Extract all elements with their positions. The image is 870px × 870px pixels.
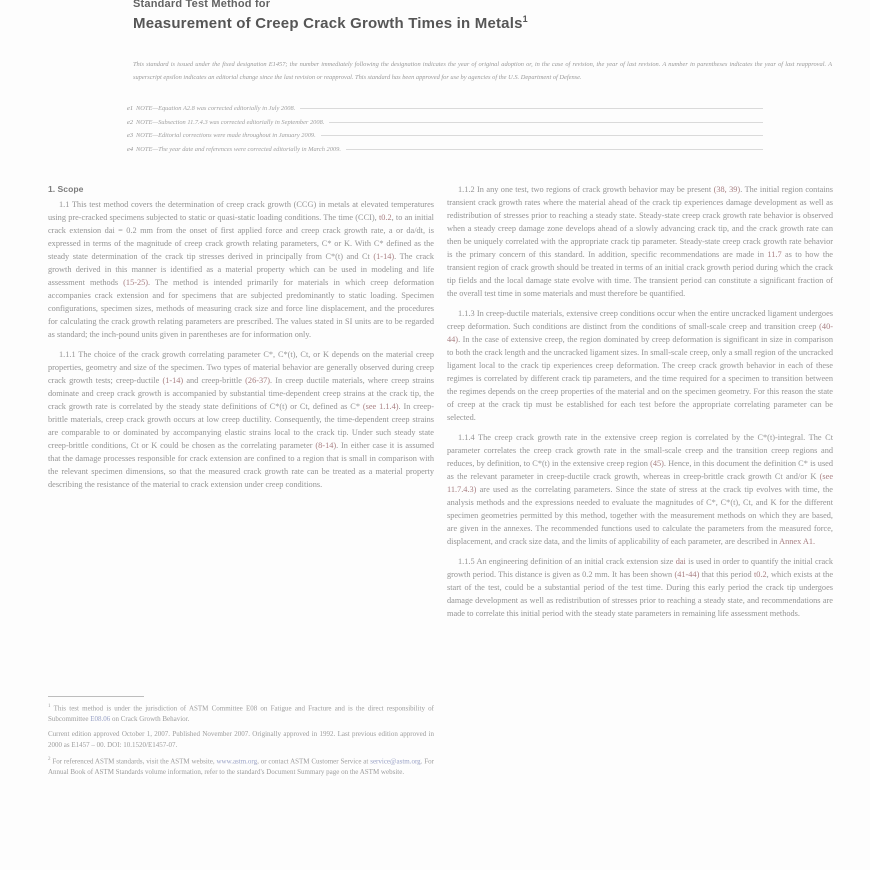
text-run: 1.1.1 The choice of the crack growth correlating parameter C*, C*(t), Ct, or K depends on the material creep properties, geometry and size of the specimen. Two types of material behavior are generally observed during creep crack growth tests; creep-ductile [48,350,434,385]
text-run: on Crack Growth Behavior. [110,715,190,724]
text-run: are used as the correlating parameters. Since the state of stress at the crack tip evolves with time, the analysis methods and the expressions needed to evaluate the magnitudes of C*, C*(t), Ct, and K for the different specimen geometries permitted by this method, together with the measurement methods on which they are based, are given in the annexes. The recommended functions used to calculate the parameters from the measured force, displacement, and crack size data, and the limits of applicability of each parameter, are described in [447,485,833,546]
cross-reference-link[interactable]: E08.06 [90,715,111,724]
cross-reference-link[interactable]: (1-14) [373,252,395,261]
text-run: 2 [48,756,51,762]
editorial-note-text: NOTE—Subsection 11.7.4.3 was corrected editorially in September 2008. [136,118,325,126]
paragraph-1-1-2 [447,183,833,300]
text-run: , to an initial crack extension dai = 0.2 mm from the onset of first applied force and creep crack growth rate, a or da/dt, is expressed in terms of the magnitude of creep crack growth relating parameters, C* or K. With C* defined as the steady state determination of the crack tip stresses derived in principally from C*(t) and Ct [48,213,434,261]
footnote-separator-rule [48,696,144,697]
paragraph-1-1-3 [447,307,833,424]
title-footnote-marker[interactable]: 1 [522,14,528,24]
paragraph-1-1-5 [447,555,833,620]
hairline-rule [321,135,763,136]
cross-reference-link[interactable]: (26-37) [245,376,271,385]
text-run: 1.1 This test method covers the determination of creep crack growth (CCG) in metals at elevated temperatures using pre-cracked specimens subjected to static or quasi-static loading conditions. The time (CCI), [48,200,434,222]
editorial-note-label: e4 [127,145,134,153]
text-run: 1 [48,704,51,709]
text-run: . For Annual Book of ASTM Standards volume information, refer to the standard's Document Summary page on the ASTM website. [48,756,434,776]
text-run: . In creep-brittle materials, creep crack growth occurs at low creep ductility. Consequently, the time-dependent creep strains are comparable to or dominated by accompanying elastic strains local to the crack tip. Under such steady state creep-brittle conditions, Ct or K could be chosen as the correlating parameter [48,402,434,450]
cross-reference-link[interactable]: (15-25) [123,278,149,287]
text-run: For referenced ASTM standards, visit the ASTM website, [50,756,217,765]
text-run: , or contact ASTM Customer Service at [257,756,371,765]
text-run: . In either case it is assumed that the damage processes responsible for crack extension are confined to a region that is small in comparison with the relevant specimen dimensions, so that the measured crack growth rate can be treated as a material property describing the resistance of the material to crack extension under creep conditions. [48,441,434,489]
text-run: . The crack growth derived in this manner is identified as a material property which can be used in modeling and life assessment methods [48,252,434,287]
cross-reference-link[interactable]: www.astm.org [216,756,258,765]
footnote-current-edition [48,729,434,751]
cross-reference-link[interactable]: t0.2 [753,570,767,579]
text-run: . Hence, in this document the definition C* is used as the relevant parameter in creep-ductile crack growth, whereas in creep-brittle crack growth Ct and/or K [447,459,834,481]
fixed-designation-note: This standard is issued under the fixed designation E1457; the number immediately following the designation indicates the year of original adoption or, in the case of revision, the year of last revision. A number in parentheses indicates the year of last reapproval. A superscript epsilon indicates an editorial change since the last revision or reapproval. This standard has been approved for use by agencies of the U.S. Department of Defense. [133,61,832,81]
text-run: This test method is under the jurisdiction of ASTM Committee E08 on Fatigue and Fracture and is the direct responsibility of Subcommittee [48,704,434,724]
editorial-note-text: NOTE—Editorial corrections were made throughout in January 2009. [136,132,316,140]
cross-reference-link[interactable]: Annex A1. [779,537,816,546]
hairline-rule [300,108,763,109]
text-run: and creep-brittle [183,376,246,385]
text-run: that this period [699,570,754,579]
standard-title [133,14,528,32]
text-run: is used in order to quantify the initial crack growth period. This distance is given as 0.2 mm. It has been shown [447,557,833,579]
editorial-note-text: NOTE—The year date and references were corrected editorially in March 2009. [136,145,341,153]
text-run: . In the case of extensive creep, the region dominated by creep deformation is significant in size in comparison to both the crack length and the uncracked ligament sizes. In small-scale creep, only a small region of the uncracked ligament local to the crack tip experiences creep deformation. The creep crack growth behavior in each of these regimes is correlated by different crack tip parameters, and the time required for a specimen to transition between the regimes depends on the creep properties of the material and on the specimen geometry. For this reason the state of creep at the crack tip must be established for each test before the appropriate correlating parameter can be selected. [447,335,833,422]
editorial-note-label: e2 [127,118,134,126]
cross-reference-link[interactable]: (8-14) [315,441,337,450]
text-run: . The initial region contains transient crack growth rates where the material ahead of the crack tip experiences damage development as well as redistribution of stresses prior to reaching a steady state. Steady-state creep crack growth rate behavior is observed when a steady creep damage zone develops ahead of a slowly advancing crack tip, and the crack growth rate can then be uniquely correlated with the appropriate crack tip parameter. Steady-state creep crack growth rate behavior is the primary concern of this standard. In addition, specific recommendations are made in [447,185,833,259]
footnote-block [48,696,434,781]
text-run: Current edition approved October 1, 2007. Published November 2007. Originally approved in 1992. Last previous edition approved in 2000 as E1457 – 00. DOI: 10.1520/E1457-07. [48,729,434,749]
hairline-rule [329,122,763,123]
paragraph-1-1-4 [447,431,833,548]
editorial-notes-block [127,102,763,156]
body-column-right [447,183,833,627]
text-run: 1.1.3 In creep-ductile materials, extensive creep conditions occur when the entire uncracked ligament undergoes creep deformation. Such conditions are distinct from the conditions of small-scale creep and transition creep [447,309,833,331]
cross-reference-link[interactable]: (see 1.1.4) [362,402,399,411]
cross-reference-link[interactable]: (41-44) [674,570,700,579]
editorial-note-label: e1 [127,105,134,113]
editorial-note-text: NOTE—Equation A2.8 was corrected editorially in July 2008. [136,105,296,113]
text-run: 1.1.2 In any one test, two regions of crack growth behavior may be present [458,185,714,194]
cross-reference-link[interactable]: (1-14) [162,376,184,385]
text-run: . In creep ductile materials, where creep strains dominate and creep crack growth is accompanied by substantial time-dependent creep strains at the crack tip, the crack growth rate is correlated by the steady state definitions of C*(t) or Ct, defined as C* [48,376,434,411]
text-run: 1.1.4 The creep crack growth rate in the extensive creep region is correlated by the C*(t)-integral. The Ct parameter correlates the creep crack growth rate in the small-scale creep and the transition creep regions and reduces, by definition, to C*(t) in the extensive creep region [447,433,833,468]
editorial-note-row [127,143,763,157]
standard-title-prefix: Standard Test Method for [133,0,271,10]
cross-reference-link[interactable]: (45) [650,459,664,468]
cross-reference-link[interactable]: t0.2 [378,213,392,222]
paragraph-1-1 [48,198,434,341]
cross-reference-link[interactable]: service@astm.org [370,756,421,765]
hairline-rule [346,149,763,150]
paragraph-1-1-1 [48,348,434,491]
section-heading-scope: 1. Scope [48,184,84,194]
cross-reference-link[interactable]: (see 11.7.4.3) [447,472,833,494]
cross-reference-link[interactable]: (40-44) [447,322,833,344]
editorial-note-label: e3 [127,132,134,140]
standard-title-text: Measurement of Creep Crack Growth Times in Metals [133,15,523,32]
body-column-left [48,183,434,498]
footnote-referenced-standards [48,755,434,778]
cross-reference-link[interactable]: (38, 39) [713,185,741,194]
editorial-note-row [127,129,763,143]
text-run: , which exists at the start of the test, could be a substantial period of the test time. During this early period the crack tip undergoes damage development as well as redistribution of stresses prior to reaching a steady state, and recommendations are made to correlate this initial period with the steady state parameters in remaining life assessment methods. [447,570,833,618]
text-run: as to how the transient region of crack growth should be treated in terms of an initial crack growth period during which the crack tip fields and the local damage state evolve with time. The transient period can constitute a significant fraction of the overall test time in some materials and must therefore be quantified. [447,250,833,298]
footnote-jurisdiction [48,702,434,725]
editorial-note-row [127,102,763,116]
cross-reference-link[interactable]: 11.7 [767,250,782,259]
text-run: 1.1.5 An engineering definition of an initial crack extension size [458,557,676,566]
text-run: . The method is intended primarily for materials in which creep deformation accompanies crack extension and for specimens that are subjected predominantly to static loading. Specimen configurations, specimen sizes, methods of measuring crack size and force line displacement, and the procedures for calculating the crack growth relating parameters are prescribed. The values stated in SI units are to be regarded as standard; the inch-pound units given in parentheses are for information only. [48,278,434,339]
editorial-note-row [127,116,763,130]
cross-reference-link[interactable]: dai [675,557,686,566]
